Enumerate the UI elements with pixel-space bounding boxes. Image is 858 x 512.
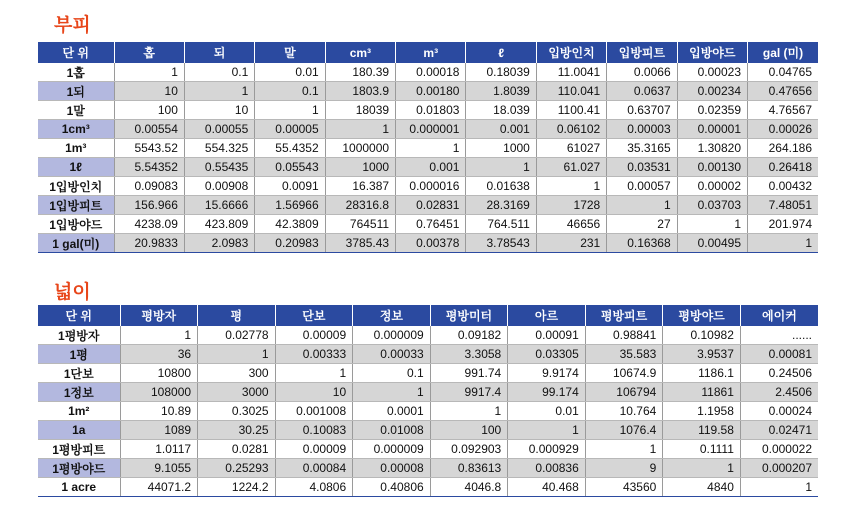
table-row [38, 478, 818, 497]
volume-value-cell: 0.00002 [677, 177, 747, 196]
area-value-cell: 0.092903 [430, 440, 508, 459]
volume-value-cell: 46656 [536, 215, 606, 234]
area-value-cell: 3000 [198, 383, 276, 402]
area-value-cell: 0.000207 [740, 459, 818, 478]
area-value-cell: 1 [120, 326, 198, 345]
area-value-cell: 1 [508, 421, 586, 440]
area-column-header: 정보 [353, 305, 431, 326]
volume-value-cell: 1 [466, 158, 536, 177]
area-value-cell: 1.0117 [120, 440, 198, 459]
area-value-cell: 0.02778 [198, 326, 276, 345]
volume-value-cell: 0.000016 [396, 177, 466, 196]
area-row-label: 1평방피트 [38, 440, 120, 459]
volume-value-cell: 0.0066 [607, 63, 677, 82]
volume-row-label: 1홉 [38, 63, 114, 82]
volume-value-cell: 16.387 [325, 177, 395, 196]
area-value-cell: 36 [120, 345, 198, 364]
volume-value-cell: 18.039 [466, 101, 536, 120]
area-value-cell: 35.583 [585, 345, 663, 364]
area-value-cell: 0.000009 [353, 326, 431, 345]
table-row [38, 234, 818, 253]
area-value-cell: 9.1055 [120, 459, 198, 478]
volume-value-cell: 110.041 [536, 82, 606, 101]
area-value-cell: 0.1 [353, 364, 431, 383]
volume-column-header: 말 [255, 42, 325, 63]
area-value-cell: 11861 [663, 383, 741, 402]
area-value-cell: 0.01 [508, 402, 586, 421]
area-value-cell: 1 [663, 459, 741, 478]
volume-value-cell: 2.0983 [184, 234, 254, 253]
volume-value-cell: 1 [677, 215, 747, 234]
volume-value-cell: 1000 [325, 158, 395, 177]
volume-column-header: 단 위 [38, 42, 114, 63]
volume-value-cell: 0.18039 [466, 63, 536, 82]
area-column-header: 평방야드 [663, 305, 741, 326]
table-row [38, 383, 818, 402]
volume-value-cell: 1 [325, 120, 395, 139]
table-row [38, 196, 818, 215]
area-value-cell: 0.40806 [353, 478, 431, 497]
table-row [38, 421, 818, 440]
volume-column-header: 입방피트 [607, 42, 677, 63]
volume-value-cell: 1 [396, 139, 466, 158]
area-row-label: 1a [38, 421, 120, 440]
volume-value-cell: 0.00018 [396, 63, 466, 82]
area-value-cell: 1186.1 [663, 364, 741, 383]
volume-column-header: cm³ [325, 42, 395, 63]
area-value-cell: 0.001008 [275, 402, 353, 421]
volume-value-cell: 0.00495 [677, 234, 747, 253]
volume-value-cell: 201.974 [748, 215, 818, 234]
area-value-cell: 0.000022 [740, 440, 818, 459]
table-row [38, 345, 818, 364]
volume-row-label: 1 gal(미) [38, 234, 114, 253]
volume-value-cell: 0.00001 [677, 120, 747, 139]
volume-value-cell: 1 [748, 234, 818, 253]
area-value-cell: 106794 [585, 383, 663, 402]
area-value-cell: 0.00333 [275, 345, 353, 364]
area-value-cell: 1.1958 [663, 402, 741, 421]
volume-value-cell: 3785.43 [325, 234, 395, 253]
area-column-header: 평방미터 [430, 305, 508, 326]
area-value-cell: 1 [275, 364, 353, 383]
volume-value-cell: 5543.52 [114, 139, 184, 158]
area-value-cell: 9.9174 [508, 364, 586, 383]
area-value-cell: 0.98841 [585, 326, 663, 345]
volume-value-cell: 61.027 [536, 158, 606, 177]
area-value-cell: 3.9537 [663, 345, 741, 364]
volume-row-label: 1m³ [38, 139, 114, 158]
volume-value-cell: 156.966 [114, 196, 184, 215]
volume-value-cell: 0.00180 [396, 82, 466, 101]
area-value-cell: 0.000929 [508, 440, 586, 459]
area-value-cell: 0.00009 [275, 326, 353, 345]
volume-value-cell: 4238.09 [114, 215, 184, 234]
volume-value-cell: 0.1 [255, 82, 325, 101]
area-value-cell: 1 [353, 383, 431, 402]
area-value-cell: 1 [198, 345, 276, 364]
area-column-header: 단 위 [38, 305, 120, 326]
volume-value-cell: 1000000 [325, 139, 395, 158]
volume-value-cell: 42.3809 [255, 215, 325, 234]
area-value-cell: 3.3058 [430, 345, 508, 364]
volume-value-cell: 0.20983 [255, 234, 325, 253]
volume-column-header: 되 [184, 42, 254, 63]
volume-column-header: gal (미) [748, 42, 818, 63]
area-value-cell: 1224.2 [198, 478, 276, 497]
area-value-cell: 1 [430, 402, 508, 421]
volume-value-cell: 20.9833 [114, 234, 184, 253]
volume-value-cell: 1100.41 [536, 101, 606, 120]
area-value-cell: 0.1111 [663, 440, 741, 459]
volume-value-cell: 0.001 [396, 158, 466, 177]
area-row-label: 1평 [38, 345, 120, 364]
area-value-cell: 0.00008 [353, 459, 431, 478]
volume-value-cell: 0.47656 [748, 82, 818, 101]
area-value-cell: 0.10083 [275, 421, 353, 440]
table-row [38, 101, 818, 120]
volume-value-cell: 0.76451 [396, 215, 466, 234]
area-value-cell: 30.25 [198, 421, 276, 440]
volume-value-cell: 0.0091 [255, 177, 325, 196]
area-value-cell: 100 [430, 421, 508, 440]
volume-value-cell: 0.00432 [748, 177, 818, 196]
volume-value-cell: 0.01 [255, 63, 325, 82]
area-value-cell: 1089 [120, 421, 198, 440]
volume-value-cell: 764.511 [466, 215, 536, 234]
volume-value-cell: 0.00908 [184, 177, 254, 196]
volume-row-label: 1cm³ [38, 120, 114, 139]
volume-value-cell: 0.00005 [255, 120, 325, 139]
area-value-cell: 300 [198, 364, 276, 383]
volume-value-cell: 0.02831 [396, 196, 466, 215]
volume-row-label: 1입방피트 [38, 196, 114, 215]
volume-value-cell: 10 [114, 82, 184, 101]
area-value-cell: 99.174 [508, 383, 586, 402]
volume-value-cell: 18039 [325, 101, 395, 120]
area-value-cell: 0.3025 [198, 402, 276, 421]
volume-value-cell: 1 [114, 63, 184, 82]
area-value-cell: 0.24506 [740, 364, 818, 383]
area-value-cell: 44071.2 [120, 478, 198, 497]
area-column-header: 평 [198, 305, 276, 326]
area-conversion-table [38, 305, 818, 497]
volume-value-cell: 1728 [536, 196, 606, 215]
area-column-header: 에이커 [740, 305, 818, 326]
volume-value-cell: 0.55435 [184, 158, 254, 177]
volume-value-cell: 15.6666 [184, 196, 254, 215]
volume-value-cell: 554.325 [184, 139, 254, 158]
area-value-cell: 4.0806 [275, 478, 353, 497]
volume-value-cell: 11.0041 [536, 63, 606, 82]
table-row [38, 459, 818, 478]
area-value-cell: 0.01008 [353, 421, 431, 440]
area-value-cell: 0.83613 [430, 459, 508, 478]
volume-conversion-table [38, 42, 818, 253]
volume-column-header: m³ [396, 42, 466, 63]
area-value-cell: 0.0281 [198, 440, 276, 459]
area-column-header: 평방피트 [585, 305, 663, 326]
area-row-label: 1 acre [38, 478, 120, 497]
volume-section-title: 부피 [54, 14, 91, 36]
volume-row-label: 1ℓ [38, 158, 114, 177]
volume-value-cell: 27 [607, 215, 677, 234]
volume-value-cell: 0.1 [184, 63, 254, 82]
volume-value-cell: 0.00026 [748, 120, 818, 139]
volume-value-cell: 0.00055 [184, 120, 254, 139]
volume-value-cell: 1 [255, 101, 325, 120]
volume-row-label: 1입방야드 [38, 215, 114, 234]
volume-value-cell: 1.56966 [255, 196, 325, 215]
area-value-cell: 0.00033 [353, 345, 431, 364]
volume-value-cell: 0.26418 [748, 158, 818, 177]
area-value-cell: 119.58 [663, 421, 741, 440]
area-value-cell: 1 [585, 440, 663, 459]
volume-value-cell: 0.00234 [677, 82, 747, 101]
table-row [38, 326, 818, 345]
table-row [38, 364, 818, 383]
volume-value-cell: 0.000001 [396, 120, 466, 139]
table-row [38, 82, 818, 101]
table-row [38, 139, 818, 158]
volume-value-cell: 61027 [536, 139, 606, 158]
volume-row-label: 1말 [38, 101, 114, 120]
area-value-cell: 108000 [120, 383, 198, 402]
volume-value-cell: 423.809 [184, 215, 254, 234]
volume-value-cell: 1 [536, 177, 606, 196]
volume-value-cell: 0.03703 [677, 196, 747, 215]
area-value-cell: 9 [585, 459, 663, 478]
area-value-cell: 0.10982 [663, 326, 741, 345]
volume-column-header: 홉 [114, 42, 184, 63]
volume-row-label: 1되 [38, 82, 114, 101]
area-column-header: 평방자 [120, 305, 198, 326]
volume-value-cell: 28.3169 [466, 196, 536, 215]
area-value-cell: 0.00009 [275, 440, 353, 459]
area-section-title: 넓이 [54, 281, 91, 303]
volume-value-cell: 231 [536, 234, 606, 253]
area-value-cell: 0.0001 [353, 402, 431, 421]
volume-value-cell: 0.001 [466, 120, 536, 139]
volume-value-cell: 0.00003 [607, 120, 677, 139]
area-column-header: 아르 [508, 305, 586, 326]
area-row-label: 1단보 [38, 364, 120, 383]
volume-row-label: 1입방인치 [38, 177, 114, 196]
area-value-cell: 991.74 [430, 364, 508, 383]
area-value-cell: 10 [275, 383, 353, 402]
volume-value-cell: 0.03531 [607, 158, 677, 177]
volume-value-cell: 55.4352 [255, 139, 325, 158]
volume-value-cell: 0.02359 [677, 101, 747, 120]
volume-value-cell: 0.09083 [114, 177, 184, 196]
area-value-cell: 10.89 [120, 402, 198, 421]
volume-value-cell: 0.63707 [607, 101, 677, 120]
table-row [38, 63, 818, 82]
volume-table-header-row [38, 42, 818, 63]
area-row-label: 1평방자 [38, 326, 120, 345]
volume-value-cell: 0.00554 [114, 120, 184, 139]
area-value-cell: 0.00081 [740, 345, 818, 364]
volume-value-cell: 5.54352 [114, 158, 184, 177]
table-row [38, 440, 818, 459]
volume-value-cell: 4.76567 [748, 101, 818, 120]
area-value-cell: 10674.9 [585, 364, 663, 383]
area-value-cell: 40.468 [508, 478, 586, 497]
area-value-cell: 0.00024 [740, 402, 818, 421]
volume-value-cell: 0.16368 [607, 234, 677, 253]
volume-value-cell: 10 [184, 101, 254, 120]
volume-value-cell: 100 [114, 101, 184, 120]
area-value-cell: 0.09182 [430, 326, 508, 345]
volume-column-header: 입방인치 [536, 42, 606, 63]
area-value-cell: 2.4506 [740, 383, 818, 402]
volume-value-cell: 0.00378 [396, 234, 466, 253]
volume-value-cell: 180.39 [325, 63, 395, 82]
area-value-cell: 0.02471 [740, 421, 818, 440]
table-row [38, 177, 818, 196]
area-value-cell: 0.000009 [353, 440, 431, 459]
volume-value-cell: 28316.8 [325, 196, 395, 215]
volume-value-cell: 0.00023 [677, 63, 747, 82]
volume-column-header: 입방야드 [677, 42, 747, 63]
area-value-cell: ...... [740, 326, 818, 345]
area-value-cell: 10800 [120, 364, 198, 383]
volume-value-cell: 7.48051 [748, 196, 818, 215]
area-value-cell: 10.764 [585, 402, 663, 421]
area-value-cell: 0.25293 [198, 459, 276, 478]
volume-value-cell: 0.00130 [677, 158, 747, 177]
table-row [38, 120, 818, 139]
area-value-cell: 1 [740, 478, 818, 497]
volume-value-cell: 0.00057 [607, 177, 677, 196]
area-value-cell: 9917.4 [430, 383, 508, 402]
volume-value-cell: 1.30820 [677, 139, 747, 158]
volume-value-cell: 0.05543 [255, 158, 325, 177]
area-row-label: 1평방야드 [38, 459, 120, 478]
volume-value-cell: 3.78543 [466, 234, 536, 253]
volume-value-cell: 0.01638 [466, 177, 536, 196]
area-value-cell: 1076.4 [585, 421, 663, 440]
area-value-cell: 0.03305 [508, 345, 586, 364]
table-row [38, 402, 818, 421]
area-value-cell: 4840 [663, 478, 741, 497]
area-value-cell: 0.00836 [508, 459, 586, 478]
volume-value-cell: 0.01803 [396, 101, 466, 120]
volume-value-cell: 1 [184, 82, 254, 101]
volume-value-cell: 0.06102 [536, 120, 606, 139]
volume-value-cell: 1803.9 [325, 82, 395, 101]
area-row-label: 1m² [38, 402, 120, 421]
table-row [38, 215, 818, 234]
volume-column-header: ℓ [466, 42, 536, 63]
area-value-cell: 4046.8 [430, 478, 508, 497]
area-column-header: 단보 [275, 305, 353, 326]
area-table-header-row [38, 305, 818, 326]
area-row-label: 1정보 [38, 383, 120, 402]
volume-value-cell: 0.0637 [607, 82, 677, 101]
table-row [38, 158, 818, 177]
area-value-cell: 0.00084 [275, 459, 353, 478]
volume-value-cell: 0.04765 [748, 63, 818, 82]
volume-value-cell: 264.186 [748, 139, 818, 158]
volume-value-cell: 764511 [325, 215, 395, 234]
volume-value-cell: 1.8039 [466, 82, 536, 101]
volume-value-cell: 1000 [466, 139, 536, 158]
area-value-cell: 0.00091 [508, 326, 586, 345]
volume-value-cell: 35.3165 [607, 139, 677, 158]
area-value-cell: 43560 [585, 478, 663, 497]
volume-value-cell: 1 [607, 196, 677, 215]
